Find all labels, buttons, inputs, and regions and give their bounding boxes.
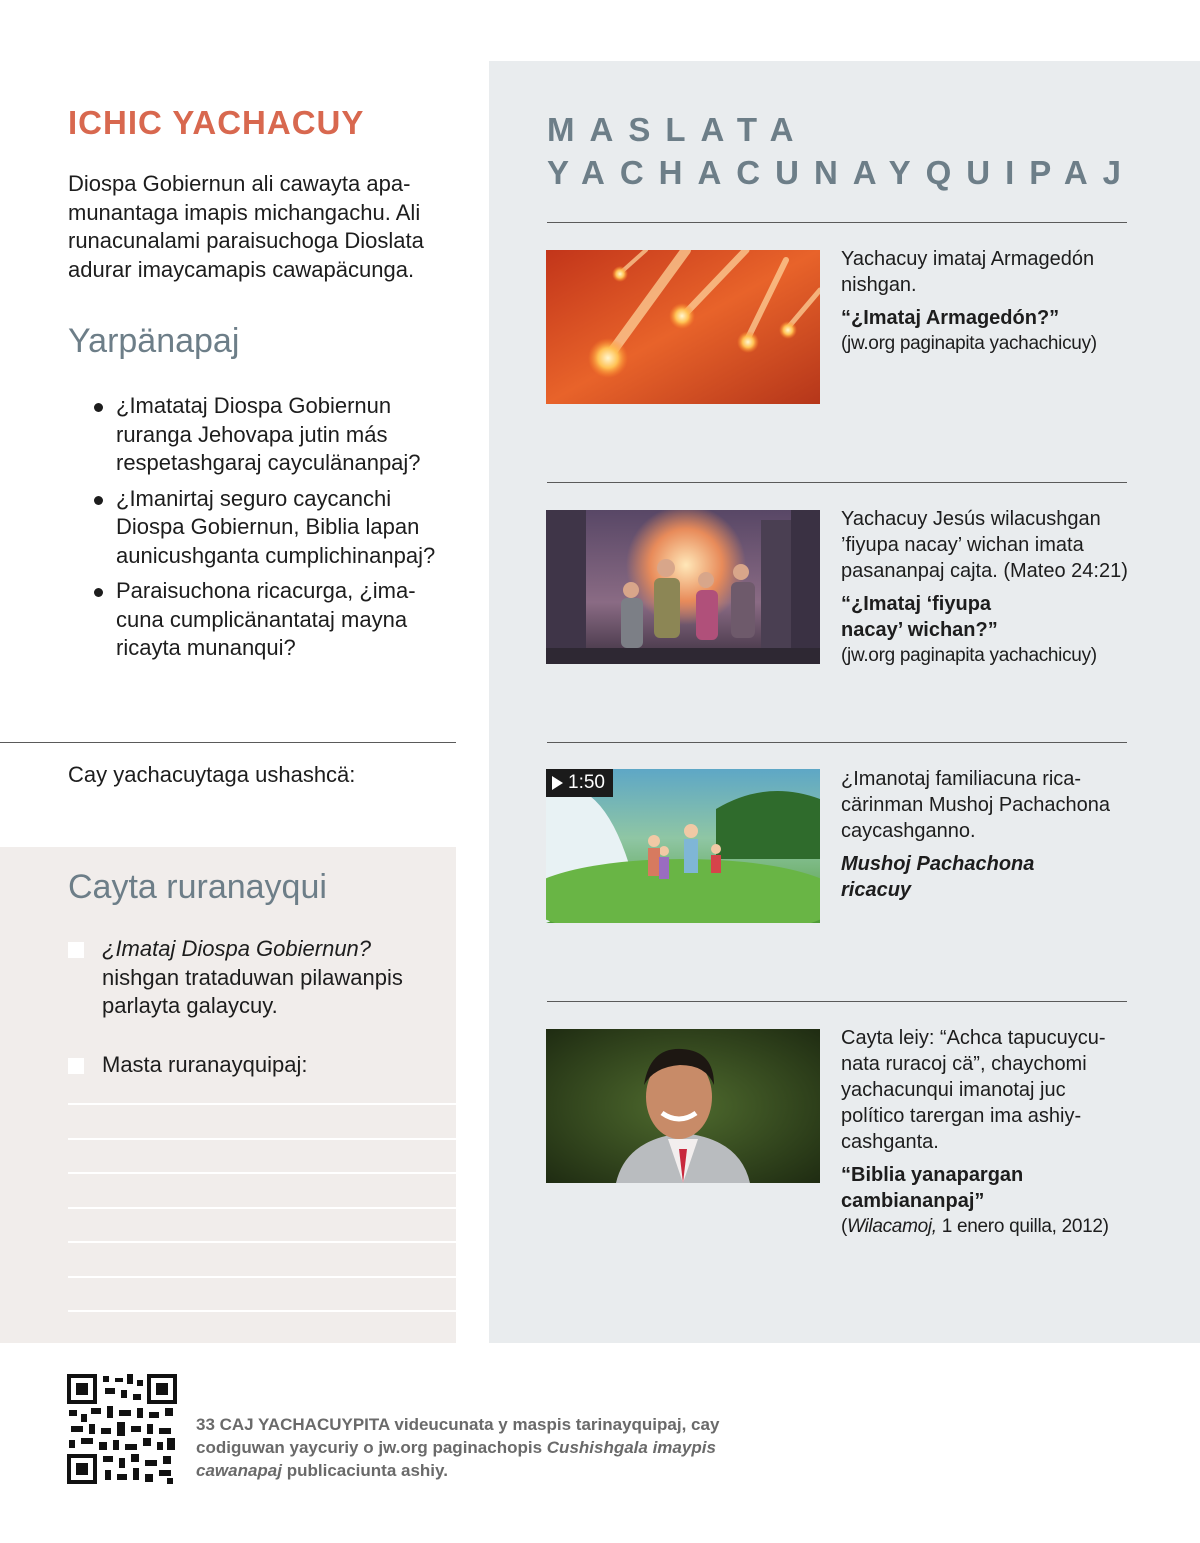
resource-item xyxy=(841,766,1131,903)
writing-line[interactable] xyxy=(68,1241,456,1276)
divider xyxy=(547,1001,1127,1002)
footer-text: 33 CAJ YACHACUYPITA videucunata y maspis tarinayquipaj, cay codiguwan yaycuriy o jw.org paginachopis xyxy=(196,1415,720,1457)
qr-code-icon[interactable] xyxy=(67,1374,177,1484)
todo-item-text: nishgan trataduwan pilawanpis parlayta galaycuy. xyxy=(102,964,403,1018)
divider xyxy=(547,222,1127,223)
divider xyxy=(0,742,456,743)
meteor-image[interactable] xyxy=(546,250,820,404)
questions-heading: Yarpänapaj xyxy=(68,322,240,360)
resource-item xyxy=(841,1025,1131,1240)
resource-item xyxy=(841,246,1131,357)
title-line: YACHACUNAYQUIPAJ xyxy=(547,154,1137,191)
question-item: ¿Imanirtaj seguro caycanchi Diospa Gobiernun, Biblia lapan aunicushganta cumplichinanpaj? xyxy=(92,485,464,571)
resource-link[interactable]: “Biblia yanapargan cambiananpaj” xyxy=(841,1164,1024,1212)
section-title: ICHIC YACHACUY xyxy=(68,104,365,141)
learned-label: Cay yachacuytaga ushashcä: xyxy=(68,762,356,787)
divider xyxy=(547,482,1127,483)
todo-item-italic: ¿Imataj Diospa Gobiernun? xyxy=(102,936,372,961)
resource-link[interactable]: “¿Imataj Armagedón?” xyxy=(841,307,1060,329)
writing-line[interactable] xyxy=(68,1207,456,1242)
video-duration: 1:50 xyxy=(568,772,605,793)
resource-item xyxy=(841,506,1131,669)
todo-item-text: Masta ruranayquipaj: xyxy=(102,1051,308,1077)
source-publication: Wilacamoj, xyxy=(847,1216,937,1237)
question-item: Paraisuchona ricacurga, ¿ima- cuna cumplicänantataj mayna ricayta munanqui? xyxy=(92,577,464,663)
todo-checklist xyxy=(68,935,448,1079)
further-learning-title xyxy=(547,108,1136,194)
resource-description: Yachacuy imataj Armagedón nishgan. xyxy=(841,248,1095,296)
intro-paragraph: Diospa Gobiernun ali cawayta apa- munantaga imapis michangachu. Ali runacunalami paraisuchoga Dioslata adurar imaycamapis cawapäcunga. xyxy=(68,171,424,282)
resource-source: (jw.org paginapita yachachicuy) xyxy=(841,645,1097,666)
footer-text-end: publicaciunta ashiy. xyxy=(282,1461,448,1480)
todo-heading: Cayta ruranayqui xyxy=(68,868,327,906)
resource-description: Cayta leiy: “Achca tapucuycu- nata ruracoj cä”, chaychomi yachacunqui imanotaj juc político tarergan ima ashiy- cashganta. xyxy=(841,1027,1106,1153)
title-line: MASLATA xyxy=(547,111,809,148)
play-icon xyxy=(552,776,563,790)
checkbox[interactable] xyxy=(68,1058,84,1074)
writing-line[interactable] xyxy=(68,1138,456,1173)
writing-line[interactable] xyxy=(68,1172,456,1207)
writing-line[interactable] xyxy=(68,1276,456,1311)
resource-link[interactable]: Mushoj Pachachona ricacuy xyxy=(841,853,1035,901)
todo-item xyxy=(68,935,448,1021)
todo-item xyxy=(68,1051,448,1080)
resource-link[interactable]: “¿Imataj ‘fiyupa nacay’ wichan?” xyxy=(841,593,998,641)
source-date: 1 enero quilla, 2012) xyxy=(936,1216,1109,1237)
footer-note xyxy=(196,1413,736,1482)
writing-lines[interactable] xyxy=(68,1103,456,1345)
question-item: ¿Imatataj Diospa Gobiernun ruranga Jehovapa jutin más respetashgaraj cayculänanpaj? xyxy=(92,392,464,478)
checkbox[interactable] xyxy=(68,942,84,958)
footer-publication: Cushishgala imaypis cawanapaj xyxy=(196,1438,716,1480)
writing-line[interactable] xyxy=(68,1310,456,1345)
resource-source: (Wilacamoj, 1 enero quilla, 2012) xyxy=(841,1216,1109,1237)
writing-line[interactable] xyxy=(68,1103,456,1138)
resource-source: (jw.org paginapita yachachicuy) xyxy=(841,333,1097,354)
resource-description: Yachacuy Jesús wilacushgan ’fiyupa nacay’ wichan imata pasananpaj cajta. (Mateo 24:21) xyxy=(841,508,1128,582)
video-duration-badge xyxy=(546,769,613,797)
paradise-video-image[interactable] xyxy=(546,769,820,923)
questions-list xyxy=(92,392,464,670)
resource-description: ¿Imanotaj familiacuna rica- cärinman Mushoj Pachachona caycashganno. xyxy=(841,768,1111,842)
divider xyxy=(547,742,1127,743)
man-portrait-image[interactable] xyxy=(546,1029,820,1183)
family-image[interactable] xyxy=(546,510,820,664)
